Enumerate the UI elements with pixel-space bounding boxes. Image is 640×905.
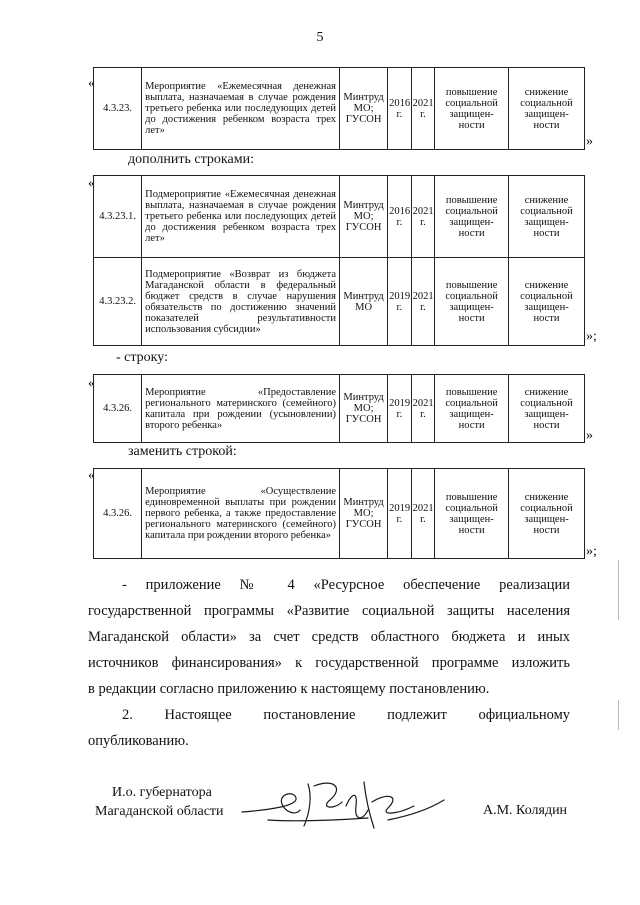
row-year-end: 2021 г.	[411, 258, 435, 346]
row-name: Подмероприятие «Ежемесячная денежная выплата, назначаемая в случае рождения третьего ребенка или последующих детей до достижения ребенком возраста трех лет»	[142, 176, 340, 258]
paragraph-line: Магаданской области» за счет средств областного бюджета и иных	[88, 629, 570, 645]
scan-margin-mark	[618, 700, 619, 730]
open-quote: «	[88, 176, 95, 191]
close-quote: »;	[586, 544, 597, 559]
row-risk: снижение социальной защищен-ности	[509, 375, 585, 443]
row-year-end: 2021 г.	[411, 68, 435, 150]
row-year-end: 2021 г.	[411, 375, 435, 443]
paragraph-publication	[88, 702, 570, 754]
signatory-name: А.М. Колядин	[483, 803, 568, 818]
row-number: 4.3.23.2.	[94, 258, 142, 346]
row-year-start: 2019 г.	[388, 375, 412, 443]
instruction-replace: заменить строкой:	[128, 444, 237, 459]
open-quote: «	[88, 76, 95, 91]
row-name: Подмероприятие «Возврат из бюджета Магаданской области в федеральный бюджет средств в случае нарушения обязательств по достижению значений показателей результативности использования субсидии»	[142, 258, 340, 346]
paragraph-line: 2. Настоящее постановление подлежит официальному	[122, 707, 570, 723]
row-name: Мероприятие «Предоставление регионального материнского (семейного) капитала при рождении (усыновлении) второго ребенка»	[142, 375, 340, 443]
close-quote: »;	[586, 329, 597, 344]
scan-margin-mark	[618, 560, 619, 620]
close-quote: »	[586, 428, 593, 443]
table-row	[94, 258, 585, 346]
paragraph-line: источников финансирования» к государственной программе изложить	[88, 655, 570, 671]
row-year-start: 2016 г.	[388, 176, 412, 258]
row-year-start: 2019 г.	[388, 258, 412, 346]
row-result: повышение социальной защищен-ности	[435, 469, 509, 559]
row-year-end: 2021 г.	[411, 469, 435, 559]
row-name: Мероприятие «Ежемесячная денежная выплата, назначаемая в случае рождения третьего ребенка или последующих детей до достижения ребенком возраста трех лет»	[142, 68, 340, 150]
paragraph-line: - приложение № 4 «Ресурсное обеспечение реализации	[122, 577, 570, 593]
paragraph-line: опубликованию.	[88, 733, 189, 749]
row-responsible: Минтруд МО; ГУСОН	[340, 176, 388, 258]
table-old-row	[93, 374, 585, 443]
row-responsible: Минтруд МО; ГУСОН	[340, 68, 388, 150]
paragraph-line: в редакции согласно приложению к настоящему постановлению.	[88, 681, 490, 697]
row-number: 4.3.26.	[94, 375, 142, 443]
row-result: повышение социальной защищен-ности	[435, 258, 509, 346]
row-risk: снижение социальной защищен-ности	[509, 469, 585, 559]
table-new-row	[93, 468, 585, 559]
page-number: 5	[316, 30, 324, 45]
row-number: 4.3.23.1.	[94, 176, 142, 258]
handwritten-signature	[238, 776, 448, 841]
table-row	[94, 375, 585, 443]
paragraph-line: государственной программы «Развитие социальной защиты населения	[88, 603, 570, 619]
instruction-add: дополнить строками:	[128, 152, 254, 167]
open-quote: «	[88, 468, 95, 483]
signatory-title-line2: Магаданской области	[95, 804, 224, 819]
row-result: повышение социальной защищен-ности	[435, 375, 509, 443]
signatory-title-line1: И.о. губернатора	[112, 785, 212, 800]
row-number: 4.3.23.	[94, 68, 142, 150]
instruction-row: - строку:	[116, 350, 168, 365]
table-added-rows	[93, 175, 585, 346]
row-responsible: Минтруд МО; ГУСОН	[340, 469, 388, 559]
row-responsible: Минтруд МО	[340, 258, 388, 346]
row-name: Мероприятие «Осуществление единовременной выплаты при рождении первого ребенка, а также предоставление регионального материнского (семейного) капитала при рождении второго ребенка»	[142, 469, 340, 559]
row-year-start: 2016 г.	[388, 68, 412, 150]
table-row	[94, 68, 585, 150]
row-year-start: 2019 г.	[388, 469, 412, 559]
paragraph-appendix	[88, 572, 570, 702]
row-number: 4.3.26.	[94, 469, 142, 559]
close-quote: »	[586, 134, 593, 149]
table-existing-row	[93, 67, 585, 150]
row-year-end: 2021 г.	[411, 176, 435, 258]
table-row	[94, 469, 585, 559]
open-quote: «	[88, 376, 95, 391]
row-risk: снижение социальной защищен-ности	[509, 258, 585, 346]
row-responsible: Минтруд МО; ГУСОН	[340, 375, 388, 443]
row-risk: снижение социальной защищен-ности	[509, 68, 585, 150]
row-result: повышение социальной защищен-ности	[435, 68, 509, 150]
row-risk: снижение социальной защищен-ности	[509, 176, 585, 258]
row-result: повышение социальной защищен-ности	[435, 176, 509, 258]
table-row	[94, 176, 585, 258]
